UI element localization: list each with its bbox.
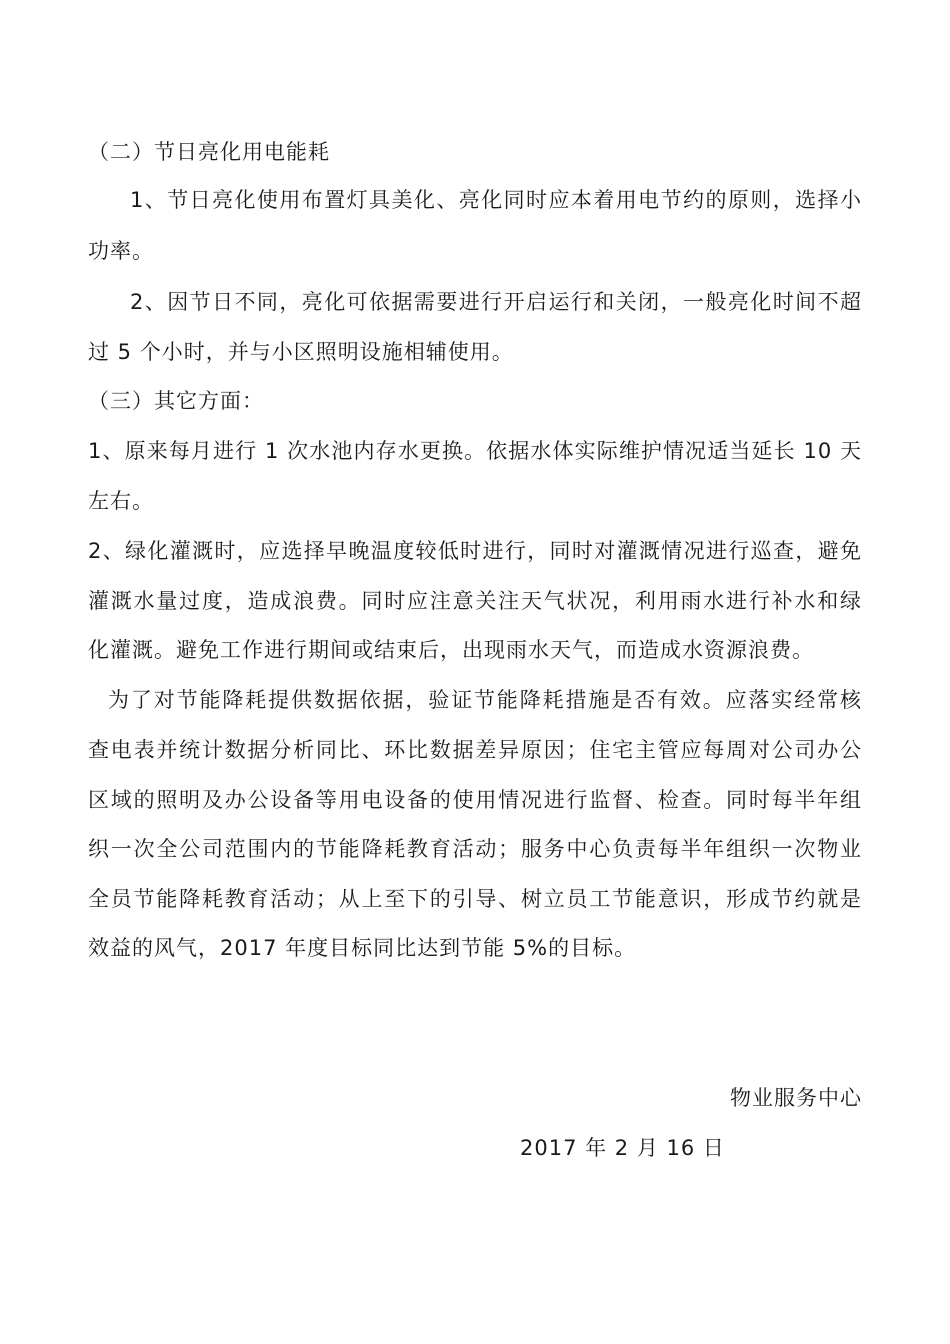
section2-paragraph2-line1: 2、因节日不同，亮化可依据需要进行开启运行和关闭，一般亮化时间不超 bbox=[130, 290, 862, 314]
section2-paragraph1-line1: 1、节日亮化使用布置灯具美化、亮化同时应本着用电节约的原则，选择小 bbox=[130, 188, 862, 212]
signature-date: 2017 年 2 月 16 日 bbox=[520, 1136, 725, 1160]
section3-paragraph2-line3: 化灌溉。避免工作进行期间或结束后，出现雨水天气，而造成水资源浪费。 bbox=[88, 638, 814, 662]
section3-paragraph1-line2: 左右。 bbox=[88, 489, 154, 513]
closing-paragraph-line1: 为了对节能降耗提供数据依据，验证节能降耗措施是否有效。应落实经常核 bbox=[108, 688, 862, 712]
closing-paragraph-line6: 效益的风气，2017 年度目标同比达到节能 5%的目标。 bbox=[88, 936, 637, 960]
section2-paragraph1-line2: 功率。 bbox=[88, 239, 154, 263]
section3-paragraph1-line1: 1、原来每月进行 1 次水池内存水更换。依据水体实际维护情况适当延长 10 天 bbox=[88, 439, 862, 463]
section2-paragraph2-line2: 过 5 个小时，并与小区照明设施相辅使用。 bbox=[88, 340, 514, 364]
section3-paragraph2-line2: 灌溉水量过度，造成浪费。同时应注意关注天气状况，利用雨水进行补水和绿 bbox=[88, 589, 862, 613]
closing-paragraph-line5: 全员节能降耗教育活动；从上至下的引导、树立员工节能意识，形成节约就是 bbox=[88, 887, 862, 911]
section3-paragraph2-line1: 2、绿化灌溉时，应选择早晚温度较低时进行，同时对灌溉情况进行巡查，避免 bbox=[88, 539, 862, 563]
closing-paragraph-line4: 织一次全公司范围内的节能降耗教育活动；服务中心负责每半年组织一次物业 bbox=[88, 837, 862, 861]
signature-organization: 物业服务中心 bbox=[730, 1086, 862, 1110]
closing-paragraph-line3: 区域的照明及办公设备等用电设备的使用情况进行监督、检查。同时每半年组 bbox=[88, 788, 862, 812]
closing-paragraph-line2: 查电表并统计数据分析同比、环比数据差异原因；住宅主管应每周对公司办公 bbox=[88, 738, 862, 762]
section2-heading: （二）节日亮化用电能耗 bbox=[88, 140, 330, 164]
section3-heading: （三）其它方面： bbox=[88, 389, 264, 413]
